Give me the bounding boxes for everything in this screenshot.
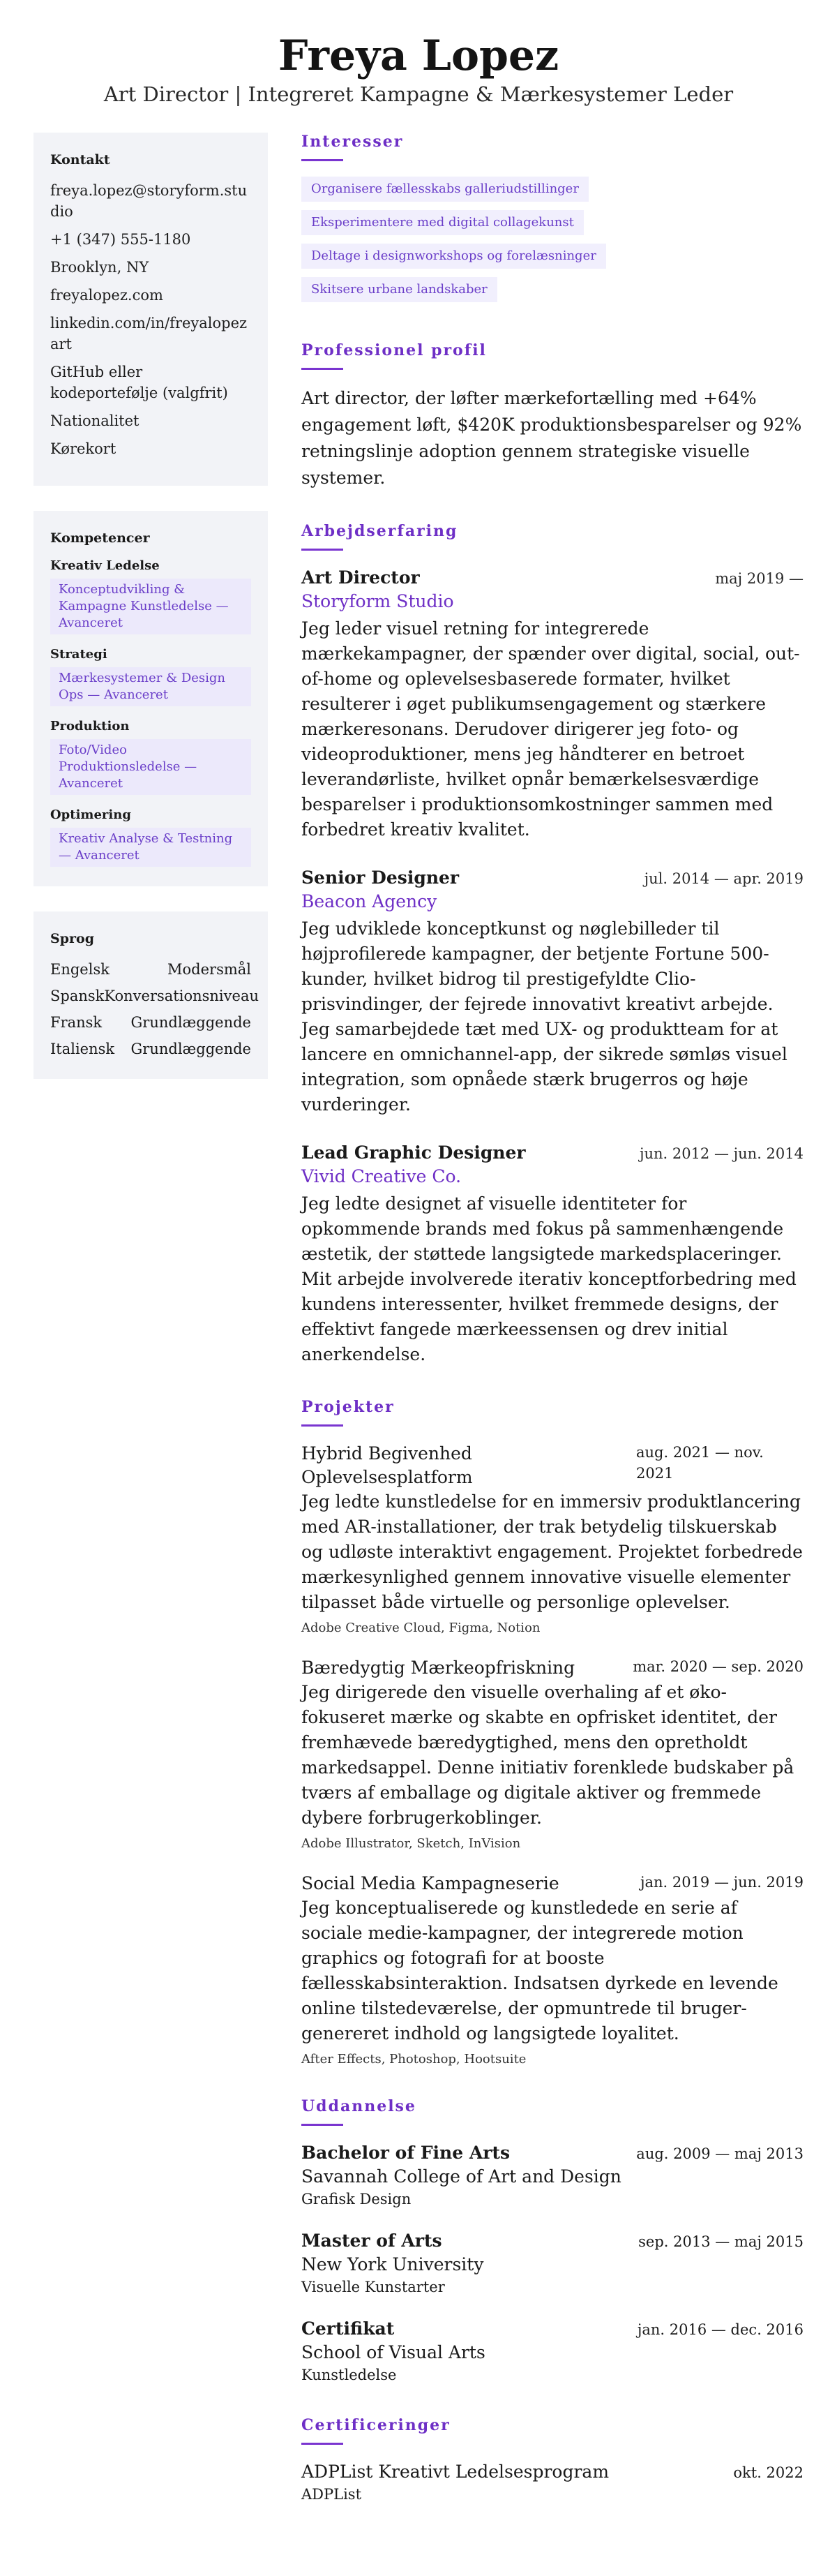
job-description: Jeg ledte designet af visuelle identiteter for opkommende brands med fokus på sammenhængende æstetik, der støttede langsigtede markedsplaceringer. Mit arbejde involverede iterativ konceptforbedring med kundens interessenter, hvilket fremmede designs, der effektivt fangede mærkeessensen og drev initial anerkendelse. [301, 1193, 797, 1364]
project-description: Jeg konceptualiserede og kunstledede en serie af sociale medie-kampagner, der integrerede motion graphics og fotografi for at booste fællesskabsinteraktion. Indsatsen dyrkede en levende online tilstedeværelse, der opmuntrede til bruger-genereret indhold og langsigtede loyalitet. [301, 1898, 778, 2043]
projects-section [301, 1398, 804, 2067]
section-title: Certificeringer [301, 2416, 451, 2434]
skill-category: Strategi [50, 647, 107, 662]
education-field: Kunstledelse [301, 2367, 397, 2383]
skill-category: Kreativ Ledelse [50, 558, 160, 573]
interest-tag: Skitsere urbane landskaber [301, 277, 497, 302]
contact-nationality: Nationalitet [50, 412, 140, 429]
skills-title: Kompetencer [50, 530, 150, 546]
project-date: mar. 2020 — sep. 2020 [633, 1658, 804, 1675]
sidebar [33, 133, 268, 1104]
section-title: Interesser [301, 133, 404, 151]
job-company: Beacon Agency [301, 891, 437, 911]
language-row [50, 1038, 251, 1059]
project-date: aug. 2021 — nov. 2021 [636, 1444, 764, 1482]
education-date: sep. 2013 — maj 2015 [638, 2233, 804, 2250]
experience-section [301, 522, 804, 1367]
skill-group [50, 647, 251, 706]
project-description: Jeg ledte kunstledelse for en immersiv produktlancering med AR-installationer, der trak betydelig tilskuerskab og udløste interaktivt engagement. Projektet forbedrede mærkesynlighed gennem innovative visuelle elementer tilpasset både virtuelle og personlige oplevelser. [301, 1491, 803, 1612]
job-entry [301, 866, 804, 1117]
resume-header [0, 0, 837, 133]
project-tools: After Effects, Photoshop, Hootsuite [301, 2052, 527, 2067]
person-headline: Art Director | Integreret Kampagne & Mærkesystemer Leder [103, 82, 734, 106]
education-date: jan. 2016 — dec. 2016 [637, 2321, 804, 2338]
job-date: maj 2019 — [715, 570, 804, 587]
contact-linkedin[interactable]: linkedin.com/in/freyalopezart [50, 315, 248, 352]
job-description: Jeg udviklede konceptkunst og nøglebilleder til højprofilerede kampagner, der betjente Fortune 500-kunder, hvilket bidrog til prestigefyldte Clio-prisvindinger, der fejrede innovativt kreativt arbejde. Jeg samarbejdede tæt med UX- og produktteam for at lancere en omnichannel-app, der sikrede sømløs visuel integration, som opnåede stærk brugerros og høje vurderinger. [301, 918, 787, 1115]
language-row [50, 1012, 251, 1033]
interest-tag: Organisere fællesskabs galleriudstillinger [301, 177, 589, 202]
certification-org: ADPList [301, 2486, 362, 2503]
job-company: Storyform Studio [301, 591, 454, 611]
contact-phone[interactable]: +1 (347) 555-1180 [50, 231, 191, 248]
contact-box [33, 133, 268, 486]
education-degree: Certifikat [301, 2318, 395, 2339]
profile-text: Art director, der løfter mærkefortælling med +64% engagement løft, $420K produktionsbesparelser og 92% retningslinje adoption gennem strategiske visuelle systemer. [301, 388, 802, 488]
job-title: Lead Graphic Designer [301, 1142, 526, 1163]
education-field: Visuelle Kunstarter [301, 2279, 445, 2295]
job-title: Senior Designer [301, 868, 460, 888]
education-school: Savannah College of Art and Design [301, 2166, 621, 2187]
interests-section [301, 133, 804, 311]
language-level: Grundlæggende [130, 1014, 251, 1031]
project-title: Bæredygtig Mærkeopfriskning [301, 1658, 575, 1678]
education-entry [301, 2141, 804, 2210]
section-title: Arbejdserfaring [301, 522, 458, 540]
skill-group [50, 807, 251, 867]
job-entry [301, 566, 804, 842]
language-name: Engelsk [50, 961, 110, 978]
education-entry [301, 2229, 804, 2298]
language-level: Grundlæggende [130, 1041, 251, 1057]
education-degree: Bachelor of Fine Arts [301, 2143, 511, 2163]
skill-tag: Mærkesystemer & Design Ops — Avanceret [50, 667, 251, 706]
project-tools: Adobe Illustrator, Sketch, InVision [301, 1836, 521, 1851]
skill-category: Produktion [50, 719, 130, 734]
education-field: Grafisk Design [301, 2191, 412, 2208]
contact-github: GitHub eller kodeportefølje (valgfrit) [50, 364, 228, 401]
education-school: New York University [301, 2254, 484, 2275]
skill-tag: Kreativ Analyse & Testning — Avanceret [50, 828, 251, 867]
education-school: School of Visual Arts [301, 2342, 485, 2362]
language-name: Spansk [50, 988, 105, 1004]
contact-website[interactable]: freyalopez.com [50, 287, 163, 304]
profile-section [301, 341, 804, 491]
language-row [50, 959, 251, 980]
interest-tag: Eksperimentere med digital collagekunst [301, 210, 584, 235]
person-name: Freya Lopez [278, 31, 559, 80]
education-degree: Master of Arts [301, 2231, 442, 2251]
certification-name: ADPList Kreativt Ledelsesprogram [301, 2462, 610, 2482]
skills-box [33, 511, 268, 886]
section-divider [301, 368, 343, 370]
job-date: jun. 2012 — jun. 2014 [639, 1145, 804, 1162]
contact-license: Kørekort [50, 440, 116, 457]
project-date: jan. 2019 — jun. 2019 [640, 1874, 804, 1891]
section-title: Projekter [301, 1398, 395, 1416]
education-entry [301, 2317, 804, 2385]
main-content [301, 133, 804, 2536]
skill-group [50, 719, 251, 795]
job-date: jul. 2014 — apr. 2019 [644, 870, 804, 887]
certification-date: okt. 2022 [733, 2464, 804, 2481]
project-entry [301, 1872, 804, 2067]
section-divider [301, 159, 343, 161]
project-tools: Adobe Creative Cloud, Figma, Notion [301, 1621, 541, 1635]
section-divider [301, 1424, 343, 1427]
project-title: Social Media Kampagneserie [301, 1873, 559, 1893]
section-title: Uddannelse [301, 2097, 416, 2115]
project-description: Jeg dirigerede den visuelle overhaling af et øko-fokuseret mærke og skabte en opfrisket identitet, der fremhævede bæredygtighed, mens den opretholdt markedsappel. Denne initiativ forenklede budskaber på tværs af emballage og digitale aktiver og fremmede dybere forbrugerkoblinger. [301, 1682, 794, 1828]
job-title: Art Director [301, 567, 420, 588]
contact-title: Kontakt [50, 152, 110, 167]
certification-entry [301, 2460, 804, 2505]
skill-tag: Konceptudvikling & Kampagne Kunstledelse — Avanceret [50, 579, 251, 634]
job-company: Vivid Creative Co. [301, 1166, 462, 1186]
skill-group [50, 558, 251, 634]
section-divider [301, 2124, 343, 2126]
education-section [301, 2097, 804, 2385]
certifications-section [301, 2416, 804, 2505]
language-level: Modersmål [167, 961, 251, 978]
section-divider [301, 2443, 343, 2445]
skill-category: Optimering [50, 807, 131, 822]
section-divider [301, 549, 343, 551]
languages-box [33, 911, 268, 1079]
section-title: Professionel profil [301, 341, 487, 359]
language-name: Fransk [50, 1014, 103, 1031]
skill-tag: Foto/Video Produktionsledelse — Avanceret [50, 739, 251, 795]
project-entry [301, 1656, 804, 1851]
project-title: Hybrid Begivenhed Oplevelsesplatform [301, 1443, 473, 1487]
job-entry [301, 1141, 804, 1367]
project-entry [301, 1442, 804, 1635]
languages-title: Sprog [50, 931, 94, 946]
education-date: aug. 2009 — maj 2013 [636, 2145, 804, 2162]
language-level: Konversationsniveau [104, 988, 259, 1004]
language-name: Italiensk [50, 1041, 115, 1057]
job-description: Jeg leder visuel retning for integrerede mærkekampagner, der spænder over digital, social, out-of-home og oplevelsesbaserede formater, hvilket resulterer i øget publikumsengagement og stærkere mærkeresonans. Derudover dirigerer jeg foto- og videoproduktioner, mens jeg håndterer en betroet leverandørliste, hvilket opnår bemærkelsesværdige besparelser i produktionsomkostninger sammen med forbedret kreativ kvalitet. [301, 618, 800, 840]
language-row [50, 985, 259, 1006]
contact-location: Brooklyn, NY [50, 259, 149, 276]
contact-email[interactable]: freya.lopez@storyform.studio [50, 182, 248, 220]
interest-tag: Deltage i designworkshops og forelæsninger [301, 244, 606, 269]
